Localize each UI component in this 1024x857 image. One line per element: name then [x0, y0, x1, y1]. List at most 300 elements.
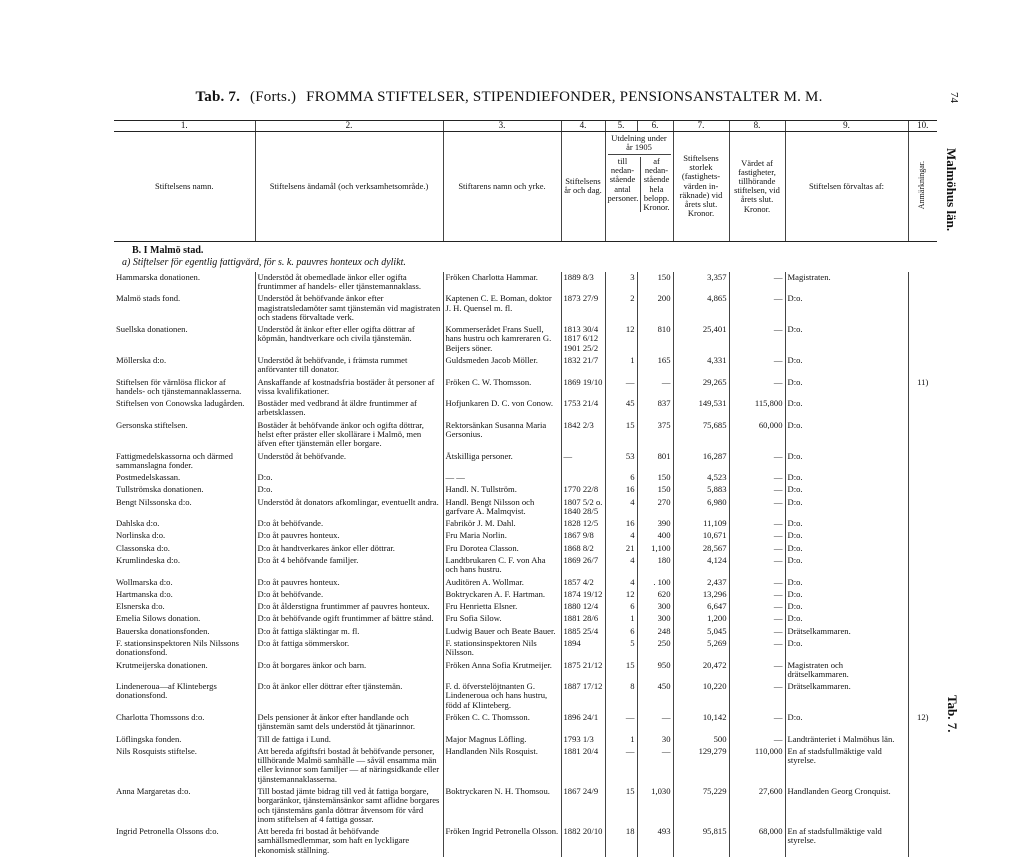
cell-administrator: D:o.	[785, 601, 908, 613]
cell-name: Ingrid Petronella Olssons d:o.	[116, 826, 219, 837]
cell-purpose: D:o åt borgares änkor och barn.	[255, 660, 443, 682]
cell-size: 75,685	[673, 420, 729, 451]
ledger-table	[114, 120, 937, 857]
cell-founder: Fru Maria Norlin.	[443, 530, 561, 542]
subsection-heading: a) Stiftelser för egentlig fattigvård, för s. k. pauvres honteux och dylikt.	[122, 257, 406, 268]
cell-founder: Kommerserådet Frans Suell, hans hustru och kamreraren G. Beijers söner.	[443, 324, 561, 355]
cell-founder: Ludwig Bauer och Beate Bauer.	[443, 626, 561, 638]
cell-note	[908, 746, 937, 786]
header-size: Stiftelsens storlek (fastighets-värden in-räknade) vid årets slut. Kronor.	[673, 131, 729, 241]
cell-founder: Landtbrukaren C. F. von Aha och hans hustru.	[443, 555, 561, 577]
cell-purpose: Att bereda fri bostad åt behöfvande samhällsmedlemmar, som haft en lyckligare ekonomisk ställning.	[255, 826, 443, 857]
cell-note	[908, 613, 937, 625]
cell-administrator: D:o.	[785, 293, 908, 324]
cell-administrator: Drätselkammaren.	[785, 681, 908, 712]
cell-property: —	[729, 577, 785, 589]
cell-date: 1881 28/6	[561, 613, 605, 625]
cell-property: 110,000	[729, 746, 785, 786]
cell-administrator: Landtränteriet i Malmöhus län.	[785, 734, 908, 746]
cell-note	[908, 420, 937, 451]
table-row	[114, 530, 937, 542]
cell-founder: Åtskilliga personer.	[443, 451, 561, 473]
cell-purpose: D:o åt ålderstigna fruntimmer af pauvres honteux.	[255, 601, 443, 613]
cell-name: Krutmeijerska donationen.	[116, 659, 208, 670]
cell-note	[908, 293, 937, 324]
cell-purpose: D:o åt handtverkares änkor eller döttrar.	[255, 543, 443, 555]
cell-date: 1896 24/1	[561, 712, 605, 734]
header-name: Stiftelsens namn.	[114, 131, 255, 241]
column-number: 6.	[637, 121, 673, 132]
cell-purpose: D:o åt fattiga släktingar m. fl.	[255, 626, 443, 638]
cell-founder: Fru Henrietta Elsner.	[443, 601, 561, 613]
header-persons: till nedan-stående antal personer.	[607, 156, 639, 203]
cell-note	[908, 826, 937, 857]
cell-date: —	[561, 451, 605, 473]
cell-founder: Fru Dorotea Classon.	[443, 543, 561, 555]
cell-date: 1874 19/12	[561, 589, 605, 601]
table-row	[114, 355, 937, 377]
cell-note	[908, 577, 937, 589]
cell-founder: Fröken C. C. Thomsson.	[443, 712, 561, 734]
column-number: 10.	[908, 121, 937, 132]
cell-date: 1807 5/2 o. 1840 28/5	[561, 497, 605, 519]
cell-administrator: D:o.	[785, 497, 908, 519]
cell-property: —	[729, 472, 785, 484]
cell-name: Bauerska donationsfonden.	[116, 625, 210, 636]
cell-founder: Kaptenen C. E. Boman, doktor J. H. Quensel m. fl.	[443, 293, 561, 324]
cell-founder: Handlanden Nils Rosquist.	[443, 746, 561, 786]
cell-note	[908, 484, 937, 496]
table-row	[114, 398, 937, 420]
cell-date: 1793 1/3	[561, 734, 605, 746]
page-number: 74	[948, 92, 960, 103]
cell-purpose: Understöd åt behöfvande, i främsta rummet anförvanter till donator.	[255, 355, 443, 377]
cell-date: 1894	[561, 638, 605, 660]
cell-purpose: D:o åt fattiga sömmerskor.	[255, 638, 443, 660]
cell-note	[908, 786, 937, 826]
cell-founder: F. stationsinspektoren Nils Nilsson.	[443, 638, 561, 660]
cell-note	[908, 543, 937, 555]
cell-persons: 4	[605, 530, 637, 542]
header-distribution-title: Utdelning under år 1905	[608, 134, 671, 155]
column-header-row	[114, 131, 937, 241]
cell-date: 1880 12/4	[561, 601, 605, 613]
cell-amount: 810	[637, 324, 673, 355]
cell-size: 25,401	[673, 324, 729, 355]
cell-note	[908, 272, 937, 294]
column-number-row	[114, 121, 937, 132]
column-number: 1.	[114, 121, 255, 132]
cell-size: 10,220	[673, 681, 729, 712]
cell-persons: 15	[605, 786, 637, 826]
cell-name: Hartmanska d:o.	[116, 588, 173, 599]
cell-size: 20,472	[673, 660, 729, 682]
column-number: 9.	[785, 121, 908, 132]
cell-property: —	[729, 530, 785, 542]
ledger-body	[114, 241, 937, 857]
table-row	[114, 555, 937, 577]
cell-founder: Boktryckaren N. H. Thomsou.	[443, 786, 561, 826]
cell-date: 1842 2/3	[561, 420, 605, 451]
cell-name: Gersonska stiftelsen.	[116, 419, 188, 430]
cell-name: Nils Rosquists stiftelse.	[116, 745, 197, 756]
title-text: FROMMA STIFTELSER, STIPENDIEFONDER, PENSIONSANSTALTER M. M.	[306, 89, 823, 105]
cell-note	[908, 518, 937, 530]
table-row	[114, 577, 937, 589]
cell-name: Classonska d:o.	[116, 542, 170, 553]
cell-administrator: D:o.	[785, 530, 908, 542]
cell-property: —	[729, 518, 785, 530]
cell-amount: 248	[637, 626, 673, 638]
table-row	[114, 681, 937, 712]
cell-note	[908, 601, 937, 613]
column-number: 3.	[443, 121, 561, 132]
page-title	[0, 89, 1024, 106]
cell-founder: Fabrikör J. M. Dahl.	[443, 518, 561, 530]
cell-property: —	[729, 613, 785, 625]
cell-purpose: Till de fattiga i Lund.	[255, 734, 443, 746]
cell-founder: Boktryckaren A. F. Hartman.	[443, 589, 561, 601]
cell-amount: 1,030	[637, 786, 673, 826]
cell-name: Anna Margaretas d:o.	[116, 785, 191, 796]
cell-note	[908, 681, 937, 712]
cell-purpose: D:o åt pauvres honteux.	[255, 530, 443, 542]
cell-property: 115,800	[729, 398, 785, 420]
cell-name: Stiftelsen von Conowska ladugården.	[116, 398, 245, 409]
region-margin-label: Malmöhus län.	[944, 148, 959, 232]
cell-note	[908, 530, 937, 542]
continued-label: (Forts.)	[250, 89, 297, 105]
cell-founder: F. d. öfverstelöjtnanten G. Lindeneroua och hans hustru, född af Klinteberg.	[443, 681, 561, 712]
subsection-heading-row	[114, 258, 937, 272]
cell-purpose: Bostäder åt behöfvande änkor och ogifta döttrar, helst efter präster eller skollärare i Malmö, men äfven efter tjänstemän eller borgare.	[255, 420, 443, 451]
cell-date: 1813 30/4 1817 6/12 1901 25/2	[561, 324, 605, 355]
cell-note: 11)	[908, 377, 937, 399]
header-distribution	[605, 131, 673, 241]
cell-amount: 300	[637, 601, 673, 613]
table-row	[114, 626, 937, 638]
cell-size: 29,265	[673, 377, 729, 399]
section-heading: B. I Malmö stad.	[132, 244, 204, 256]
cell-date: 1770 22/8	[561, 484, 605, 496]
cell-size: 10,142	[673, 712, 729, 734]
cell-name: Stiftelsen för värnlösa flickor af handels- och tjänstemannaklasserna.	[116, 376, 242, 396]
cell-property: —	[729, 543, 785, 555]
cell-property: —	[729, 324, 785, 355]
cell-administrator: D:o.	[785, 420, 908, 451]
cell-amount: 837	[637, 398, 673, 420]
cell-administrator: Handlanden Georg Cronquist.	[785, 786, 908, 826]
table-row	[114, 638, 937, 660]
column-number: 8.	[729, 121, 785, 132]
cell-size: 6,980	[673, 497, 729, 519]
cell-persons: 4	[605, 577, 637, 589]
cell-property: —	[729, 626, 785, 638]
table-row	[114, 472, 937, 484]
cell-size: 5,045	[673, 626, 729, 638]
cell-size: 500	[673, 734, 729, 746]
cell-amount: 300	[637, 613, 673, 625]
cell-amount: 620	[637, 589, 673, 601]
cell-amount: 1,100	[637, 543, 673, 555]
cell-date: 1869 19/10	[561, 377, 605, 399]
cell-size: 6,647	[673, 601, 729, 613]
header-founder: Stiftarens namn och yrke.	[443, 131, 561, 241]
cell-date: 1885 25/4	[561, 626, 605, 638]
cell-persons: —	[605, 746, 637, 786]
cell-size: 5,883	[673, 484, 729, 496]
cell-note	[908, 497, 937, 519]
header-amount: af nedan-stående hela belopp. Kronor.	[640, 157, 671, 212]
cell-amount: 200	[637, 293, 673, 324]
cell-administrator: D:o.	[785, 712, 908, 734]
cell-name: Suellska donationen.	[116, 324, 188, 335]
cell-property: —	[729, 712, 785, 734]
cell-persons: 12	[605, 324, 637, 355]
cell-amount: 150	[637, 484, 673, 496]
cell-date: 1868 8/2	[561, 543, 605, 555]
table-row	[114, 484, 937, 496]
cell-founder: Handl. Bengt Nilsson och garfvare A. Malmqvist.	[443, 497, 561, 519]
cell-note	[908, 398, 937, 420]
cell-administrator: D:o.	[785, 613, 908, 625]
cell-property: —	[729, 377, 785, 399]
cell-size: 5,269	[673, 638, 729, 660]
cell-size: 4,331	[673, 355, 729, 377]
table-row	[114, 272, 937, 294]
cell-amount: 801	[637, 451, 673, 473]
table-row	[114, 497, 937, 519]
cell-amount: 150	[637, 272, 673, 294]
cell-founder: Fröken C. W. Thomsson.	[443, 377, 561, 399]
cell-purpose: Att bereda afgiftsfri bostad åt behöfvande personer, tillhörande Malmö samhälle — såväl ensamma män eller kvinnor som familjer — af näringsidkande eller tjänstemannaklasserna.	[255, 746, 443, 786]
table-row	[114, 377, 937, 399]
cell-persons: 1	[605, 355, 637, 377]
cell-name: Bengt Nilssonska d:o.	[116, 496, 192, 507]
cell-persons: 4	[605, 497, 637, 519]
cell-date: 1873 27/9	[561, 293, 605, 324]
cell-date: 1875 21/12	[561, 660, 605, 682]
cell-founder: Fröken Ingrid Petronella Olsson.	[443, 826, 561, 857]
cell-administrator: D:o.	[785, 355, 908, 377]
cell-name: Charlotta Thomssons d:o.	[116, 711, 205, 722]
cell-founder: Major Magnus Löfling.	[443, 734, 561, 746]
cell-amount: . 100	[637, 577, 673, 589]
cell-date	[561, 472, 605, 484]
cell-date: 1753 21/4	[561, 398, 605, 420]
cell-property: —	[729, 272, 785, 294]
cell-note	[908, 734, 937, 746]
cell-size: 28,567	[673, 543, 729, 555]
cell-purpose: D:o.	[255, 472, 443, 484]
table-row	[114, 613, 937, 625]
cell-property: —	[729, 293, 785, 324]
cell-administrator: D:o.	[785, 518, 908, 530]
cell-amount: 390	[637, 518, 673, 530]
table-row	[114, 451, 937, 473]
section-heading-row	[114, 241, 937, 258]
table-row	[114, 712, 937, 734]
cell-administrator: D:o.	[785, 451, 908, 473]
cell-property: —	[729, 355, 785, 377]
cell-purpose: D:o åt 4 behöfvande familjer.	[255, 555, 443, 577]
cell-founder: Handl. N. Tullström.	[443, 484, 561, 496]
cell-note	[908, 638, 937, 660]
table-row	[114, 420, 937, 451]
cell-size: 75,229	[673, 786, 729, 826]
cell-size: 13,296	[673, 589, 729, 601]
header-administrator: Stiftelsen förvaltas af:	[785, 131, 908, 241]
cell-name: Krumlindeska d:o.	[116, 555, 180, 566]
cell-administrator: D:o.	[785, 398, 908, 420]
column-number: 5.	[605, 121, 637, 132]
cell-administrator: D:o.	[785, 484, 908, 496]
cell-administrator: Magistraten och drätselkammaren.	[785, 660, 908, 682]
cell-name: Möllerska d:o.	[116, 354, 167, 365]
table-margin-label: Tab. 7.	[945, 695, 960, 733]
cell-name: Emelia Silows donation.	[116, 613, 201, 624]
cell-name: Tullströmska donationen.	[116, 484, 204, 495]
cell-persons: 16	[605, 518, 637, 530]
cell-size: 11,109	[673, 518, 729, 530]
table-row	[114, 589, 937, 601]
cell-persons: 6	[605, 626, 637, 638]
cell-administrator: D:o.	[785, 577, 908, 589]
cell-property: 27,600	[729, 786, 785, 826]
header-notes	[908, 131, 937, 241]
cell-purpose: Bostäder med vedbrand åt äldre fruntimmer af arbetsklassen.	[255, 398, 443, 420]
cell-purpose: Till bostad jämte bidrag till ved åt fattiga borgare, borgaränkor, tjänstemänsänkor samt aflidne borgares och tjänstemäns ganla döttrar åtvensom för vård inom stiftelsen af 4 fattiga gossar.	[255, 786, 443, 826]
cell-date: 1857 4/2	[561, 577, 605, 589]
table-row	[114, 660, 937, 682]
cell-note: 12)	[908, 712, 937, 734]
table-row	[114, 826, 937, 857]
cell-amount: 165	[637, 355, 673, 377]
column-number: 7.	[673, 121, 729, 132]
cell-amount: 400	[637, 530, 673, 542]
cell-size: 3,357	[673, 272, 729, 294]
cell-property: —	[729, 638, 785, 660]
cell-founder: Hofjunkaren D. C. von Conow.	[443, 398, 561, 420]
cell-purpose: D:o åt behöfvande ogift fruntimmer af bättre stånd.	[255, 613, 443, 625]
cell-size: 4,523	[673, 472, 729, 484]
cell-persons: 1	[605, 613, 637, 625]
cell-property: 60,000	[729, 420, 785, 451]
cell-property: 68,000	[729, 826, 785, 857]
cell-property: —	[729, 555, 785, 577]
cell-persons: 15	[605, 660, 637, 682]
cell-note	[908, 589, 937, 601]
cell-administrator: D:o.	[785, 472, 908, 484]
cell-persons: 6	[605, 601, 637, 613]
column-number: 2.	[255, 121, 443, 132]
cell-date: 1828 12/5	[561, 518, 605, 530]
cell-founder: — —	[443, 472, 561, 484]
cell-name: Dahlska d:o.	[116, 518, 160, 529]
cell-property: —	[729, 660, 785, 682]
cell-founder: Guldsmeden Jacob Möller.	[443, 355, 561, 377]
cell-note	[908, 324, 937, 355]
cell-persons: 45	[605, 398, 637, 420]
cell-persons: 53	[605, 451, 637, 473]
table-number: Tab. 7.	[195, 89, 241, 105]
header-purpose: Stiftelsens ändamål (och verksamhetsområde.)	[255, 131, 443, 241]
cell-amount: 150	[637, 472, 673, 484]
cell-date: 1832 21/7	[561, 355, 605, 377]
cell-amount: —	[637, 377, 673, 399]
cell-name: Wollmarska d:o.	[116, 576, 173, 587]
cell-property: —	[729, 497, 785, 519]
cell-size: 10,671	[673, 530, 729, 542]
cell-purpose: D:o åt behöfvande.	[255, 589, 443, 601]
table-row	[114, 324, 937, 355]
cell-purpose: Anskaffande af kostnadsfria bostäder åt personer af vissa kvalifikationer.	[255, 377, 443, 399]
cell-persons: 6	[605, 472, 637, 484]
cell-persons: 16	[605, 484, 637, 496]
cell-purpose: Dels pensioner åt änkor efter handlande och tjänstemän samt dels understöd åt tjänarinnor.	[255, 712, 443, 734]
cell-note	[908, 660, 937, 682]
table-row	[114, 746, 937, 786]
cell-size: 2,437	[673, 577, 729, 589]
cell-size: 16,287	[673, 451, 729, 473]
cell-property: —	[729, 601, 785, 613]
cell-persons: 5	[605, 638, 637, 660]
cell-size: 149,531	[673, 398, 729, 420]
cell-persons: 8	[605, 681, 637, 712]
cell-property: —	[729, 681, 785, 712]
cell-note	[908, 472, 937, 484]
cell-name: Fattigmedelskassorna och därmed sammanslagna fonder.	[116, 450, 233, 470]
cell-date: 1887 17/12	[561, 681, 605, 712]
cell-administrator: D:o.	[785, 555, 908, 577]
cell-date: 1867 9/8	[561, 530, 605, 542]
cell-name: Lindeneroua—af Klintebergs donationsfond.	[116, 681, 217, 701]
cell-amount: 375	[637, 420, 673, 451]
cell-property: —	[729, 484, 785, 496]
cell-persons: —	[605, 712, 637, 734]
cell-administrator: D:o.	[785, 638, 908, 660]
cell-founder: Fru Sofia Silow.	[443, 613, 561, 625]
cell-date: 1867 24/9	[561, 786, 605, 826]
cell-administrator: En af stadsfullmäktige vald styrelse.	[785, 746, 908, 786]
cell-size: 95,815	[673, 826, 729, 857]
cell-amount: 450	[637, 681, 673, 712]
header-date: Stiftelsens år och dag.	[561, 131, 605, 241]
header-notes-label: Anmärkningar.	[917, 161, 927, 210]
cell-administrator: D:o.	[785, 543, 908, 555]
cell-founder: Rektorsänkan Susanna Maria Gersonius.	[443, 420, 561, 451]
cell-purpose: Understöd åt donators afkomlingar, eventuellt andra.	[255, 497, 443, 519]
header-property: Värdet af fastigheter, tillhörande stiftelsen, vid årets slut. Kronor.	[729, 131, 785, 241]
cell-name: Elsnerska d:o.	[116, 601, 165, 612]
cell-persons: 2	[605, 293, 637, 324]
cell-administrator: D:o.	[785, 589, 908, 601]
cell-name: Löflingska fonden.	[116, 733, 182, 744]
cell-amount: 950	[637, 660, 673, 682]
cell-amount: —	[637, 712, 673, 734]
cell-amount: 270	[637, 497, 673, 519]
cell-size: 4,124	[673, 555, 729, 577]
cell-size: 129,279	[673, 746, 729, 786]
table-row	[114, 601, 937, 613]
cell-note	[908, 555, 937, 577]
table-row	[114, 518, 937, 530]
cell-name: Norlinska d:o.	[116, 530, 166, 541]
cell-property: —	[729, 589, 785, 601]
cell-amount: 493	[637, 826, 673, 857]
cell-purpose: Understöd åt behöfvande.	[255, 451, 443, 473]
cell-purpose: D:o åt pauvres honteux.	[255, 577, 443, 589]
